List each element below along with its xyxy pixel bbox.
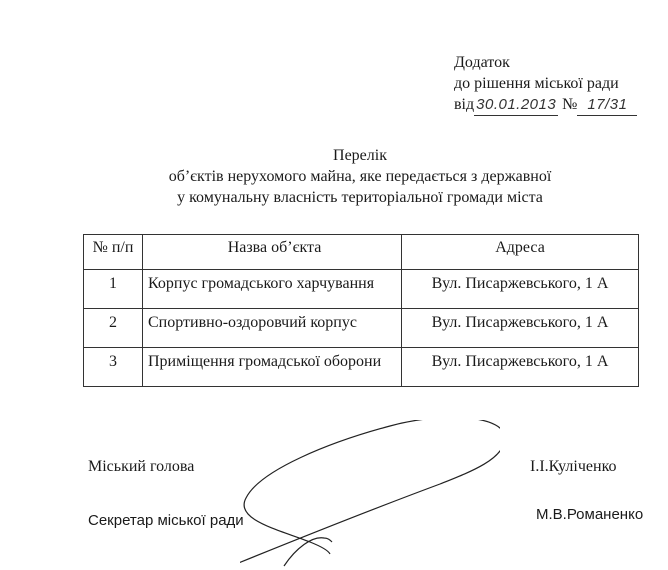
title-line-3: у комунальну власність територіальної громади міста bbox=[177, 189, 543, 206]
cell-address: Вул. Писаржевського, 1 А bbox=[402, 348, 639, 387]
mayor-title: Міський голова bbox=[88, 458, 195, 475]
header-address: Адреса bbox=[402, 235, 639, 270]
number-label: № bbox=[562, 96, 578, 113]
cell-address: Вул. Писаржевського, 1 А bbox=[402, 309, 639, 348]
cell-name: Спортивно-оздоровчий корпус bbox=[143, 309, 402, 348]
table-header-row bbox=[84, 235, 639, 270]
annex-block bbox=[454, 52, 637, 116]
header-number: № п/п bbox=[84, 235, 143, 270]
cell-number: 1 bbox=[84, 270, 143, 309]
annex-title: Додаток bbox=[454, 54, 510, 71]
cell-name: Приміщення громадської оборони bbox=[143, 348, 402, 387]
header-name: Назва об’єкта bbox=[143, 235, 402, 270]
cell-address: Вул. Писаржевського, 1 А bbox=[402, 270, 639, 309]
cell-name: Корпус громадського харчування bbox=[143, 270, 402, 309]
decision-number: 17/31 bbox=[577, 94, 637, 116]
document-title bbox=[100, 145, 620, 208]
annex-date-number bbox=[454, 94, 637, 116]
table-row bbox=[84, 309, 639, 348]
handwritten-signature bbox=[240, 420, 500, 570]
property-table bbox=[83, 234, 639, 387]
title-line-2: об’єктів нерухомого майна, яке передається з державної bbox=[168, 168, 552, 185]
cell-number: 2 bbox=[84, 309, 143, 348]
cell-number: 3 bbox=[84, 348, 143, 387]
title-heading: Перелік bbox=[333, 147, 387, 164]
mayor-name: І.І.Куліченко bbox=[530, 458, 617, 475]
table-row bbox=[84, 270, 639, 309]
secretary-title: Секретар міської ради bbox=[88, 512, 244, 529]
decision-date: 30.01.2013 bbox=[474, 94, 558, 116]
table-row bbox=[84, 348, 639, 387]
secretary-name: М.В.Романенко bbox=[536, 506, 644, 523]
annex-decision-label: до рішення міської ради bbox=[454, 75, 619, 92]
from-label: від bbox=[454, 96, 475, 113]
